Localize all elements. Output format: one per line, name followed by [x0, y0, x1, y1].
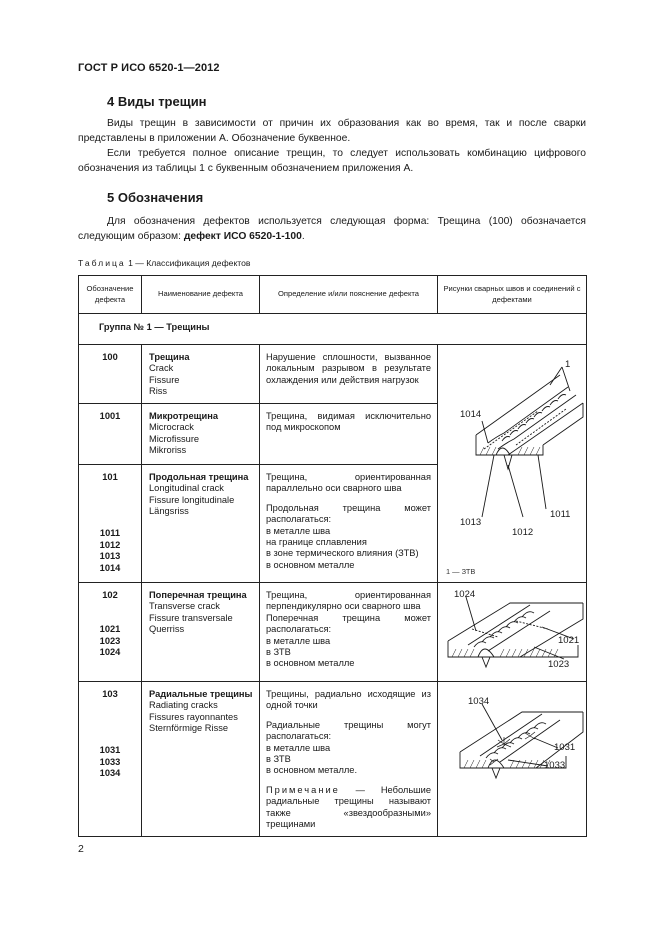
- defect-name: Трещина Crack Fissure Riss: [142, 345, 260, 404]
- header-code: Обозначение дефекта: [79, 276, 142, 314]
- radiating-cracks-figure: [438, 682, 587, 837]
- fig2-label-1024: 1024: [454, 589, 476, 600]
- defect-description: Трещины, радиально исходящие из одной точки Радиальные трещины могут располагаться: в металле шва в ЗТВ в основном металле. Примечание — Небольшие радиальные трещины называют также «звездообразными» трещинами: [260, 682, 438, 837]
- fig3-label-1034: 1034: [468, 696, 490, 707]
- section-5-paragraph: Для обозначения дефектов используется следующая форма: Трещина (100) обозначается следующим образом: дефект ИСО 6520-1-100.: [78, 216, 586, 242]
- page-number: 2: [78, 843, 84, 855]
- fig1-label-1: 1: [565, 359, 571, 370]
- defect-name: Микротрещина Microcrack Microfissure Mikroriss: [142, 404, 260, 465]
- defect-description: Трещина, ориентированная перпендикулярно оси сварного шва Поперечная трещина может располагаться: в металле шва в ЗТВ в основном металле: [260, 583, 438, 682]
- table-caption: Таблица 1 — Классификация дефектов: [78, 258, 251, 268]
- group-title: Группа № 1 — Трещины: [79, 314, 587, 345]
- section-4-paragraph-1: Виды трещин в зависимости от причин их образования как во время, так и после сварки представлены в приложении А. Обозначение буквенное.: [78, 118, 586, 144]
- header-name: Наименование дефекта: [142, 276, 260, 314]
- fig3-label-1031: 1031: [554, 742, 576, 753]
- table-header-row: [79, 276, 587, 314]
- defect-description: Трещина, видимая исключительно под микроскопом: [260, 404, 438, 465]
- section-4-paragraph-2: Если требуется полное описание трещин, то следует использовать комбинацию цифрового обозначения из таблицы 1 с буквенным обозначением приложения А.: [78, 148, 586, 174]
- header-desc: Определение и/или пояснение дефекта: [260, 276, 438, 314]
- fig2-label-1021: 1021: [558, 635, 580, 646]
- note: Примечание — Небольшие радиальные трещины называют также «звездообразными» трещинами: [266, 784, 431, 830]
- defect-name: Поперечная трещина Transverse crack Fissure transversale Querriss: [142, 583, 260, 682]
- fig1-label-1011: 1011: [550, 509, 571, 520]
- defect-code: 102 1021 1023 1024: [79, 583, 142, 682]
- designation-example: дефект ИСО 6520-1-100: [183, 231, 302, 242]
- defect-code: 1001: [79, 404, 142, 465]
- defect-name: Радиальные трещины Radiating cracks Fissures rayonnantes Sternförmige Risse: [142, 682, 260, 837]
- document-code: ГОСТ Р ИСО 6520-1—2012: [78, 62, 220, 74]
- fig3-label-1033: 1033: [544, 760, 566, 771]
- header-pic: Рисунки сварных швов и соединений с дефектами: [438, 276, 587, 314]
- fig1-caption: 1 — ЗТВ: [446, 567, 476, 576]
- longitudinal-crack-figure: [438, 345, 587, 585]
- table-row: [79, 345, 587, 404]
- defect-description: Трещина, ориентированная параллельно оси сварного шва Продольная трещина может располагаться: в металле шва на границе сплавления в зоне термического влияния (ЗТВ) в основном металле: [260, 465, 438, 583]
- group-row: [79, 314, 587, 345]
- defect-code: 101 1011 1012 1013 1014: [79, 465, 142, 583]
- figure-cell-longitudinal: [438, 345, 587, 583]
- figure-cell-radiating: [438, 682, 587, 837]
- fig2-label-1023: 1023: [548, 659, 570, 670]
- fig1-label-1012: 1012: [512, 527, 534, 538]
- fig1-label-1014: 1014: [460, 409, 482, 420]
- defect-name: Продольная трещина Longitudinal crack Fissure longitudinale Längsriss: [142, 465, 260, 583]
- defect-code: 100: [79, 345, 142, 404]
- section-4-title: 4 Виды трещин: [107, 94, 207, 109]
- defect-description: Нарушение сплошности, вызванное локальным разрывом в результате охлаждения или действия нагрузок: [260, 345, 438, 404]
- table-row: [79, 682, 587, 837]
- fig1-label-1013: 1013: [460, 517, 482, 528]
- section-5-title: 5 Обозначения: [107, 190, 204, 205]
- transverse-crack-figure: [438, 583, 587, 682]
- table-row: [79, 583, 587, 682]
- figure-cell-transverse: [438, 583, 587, 682]
- defects-table: [78, 275, 587, 837]
- defect-code: 103 1031 1033 1034: [79, 682, 142, 837]
